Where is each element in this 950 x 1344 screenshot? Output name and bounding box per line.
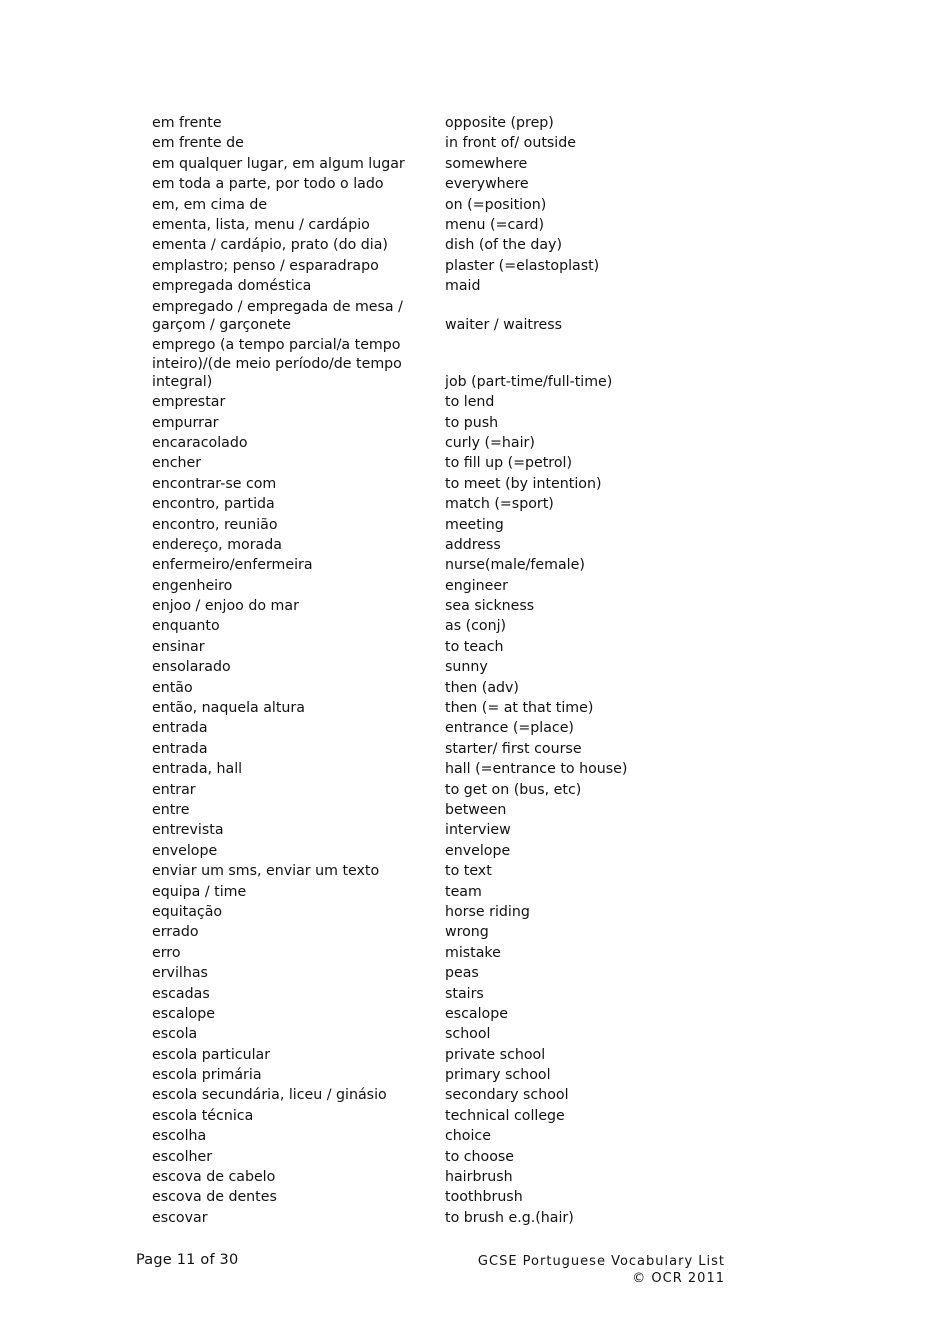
english-translation: interview [445,822,511,839]
portuguese-term: equitação [152,903,223,920]
vocab-row [152,1005,672,1023]
portuguese-term: em frente [152,115,222,131]
english-translation: dish (of the day) [445,237,562,254]
vocab-row [152,155,672,173]
vocab-row [152,883,672,901]
english-translation: starter/ first course [445,740,582,757]
vocab-row [152,821,672,839]
english-translation: wrong [445,924,489,941]
vocab-row [152,556,672,574]
vocab-row [152,985,672,1003]
document-title: GCSE Portuguese Vocabulary List [477,1254,725,1269]
english-translation: plaster (=elastoplast) [445,257,600,274]
english-translation: envelope [445,842,511,859]
vocabulary-table [152,114,672,1229]
document-footer [478,1253,725,1287]
portuguese-term: empurrar [152,414,219,431]
portuguese-term: enjoo / enjoo do mar [152,598,299,615]
portuguese-term: encher [152,455,202,472]
portuguese-term: erro [152,944,181,961]
portuguese-term: em frente de [152,135,244,152]
english-translation: technical college [445,1107,565,1124]
english-translation: sunny [445,659,488,676]
english-translation: in front of/ outside [445,135,576,152]
english-translation: menu (=card) [445,216,545,233]
portuguese-term: escola primária [152,1067,262,1084]
english-translation: school [445,1026,491,1043]
vocab-row [152,475,672,493]
vocab-row [152,236,672,254]
portuguese-term: então [152,679,193,696]
vocab-row [152,495,672,513]
portuguese-term: entrada, hall [152,761,243,778]
english-translation: to teach [445,638,504,655]
english-translation: toothbrush [445,1189,523,1206]
english-translation: on (=position) [445,196,547,213]
vocab-row [152,414,672,432]
portuguese-term: entrar [152,781,196,798]
vocab-row [152,257,672,275]
portuguese-term: emplastro; penso / esparadrapo [152,257,379,274]
vocab-row [152,944,672,962]
english-translation: everywhere [445,176,529,193]
portuguese-term: ervilhas [152,965,208,982]
portuguese-term: ementa / cardápio, prato (do dia) [152,237,388,254]
portuguese-term: emprego (a tempo parcial/a tempo inteiro)/(de meio período/de tempo integral) [152,337,402,390]
english-translation: to choose [445,1148,515,1165]
vocab-row [152,216,672,234]
vocab-row [152,1086,672,1104]
english-translation: then (adv) [445,679,519,696]
vocab-row [152,577,672,595]
vocab-row [152,393,672,411]
english-translation: mistake [445,944,501,961]
english-translation: to fill up (=petrol) [445,455,572,472]
vocab-row [152,719,672,737]
english-translation: address [445,536,501,553]
page-number: Page 11 of 30 [136,1252,239,1268]
english-translation: peas [445,965,479,982]
vocab-row [152,1168,672,1186]
english-translation: horse riding [445,903,530,920]
vocab-row [152,1127,672,1145]
english-translation: maid [445,278,481,295]
vocab-row [152,658,672,676]
english-translation: to push [445,414,499,431]
vocab-row [152,1046,672,1064]
vocab-row [152,196,672,214]
vocab-row [152,597,672,615]
portuguese-term: enviar um sms, enviar um texto [152,863,380,880]
portuguese-term: emprestar [152,394,226,411]
portuguese-term: escola secundária, liceu / ginásio [152,1087,387,1104]
vocab-row [152,923,672,941]
vocab-row [152,964,672,982]
vocab-row [152,536,672,554]
vocab-row [152,1025,672,1043]
english-translation: team [445,883,482,900]
portuguese-term: escovar [152,1209,208,1226]
vocab-row [152,277,672,295]
portuguese-term: escola técnica [152,1107,254,1124]
portuguese-term: em, em cima de [152,196,268,213]
vocab-row [152,1066,672,1084]
english-translation: private school [445,1046,546,1063]
vocab-row [152,801,672,819]
english-translation: primary school [445,1067,551,1084]
portuguese-term: escola [152,1026,198,1043]
vocab-row [152,298,672,335]
english-translation: to get on (bus, etc) [445,781,582,798]
portuguese-term: encontrar-se com [152,475,277,492]
portuguese-term: escova de dentes [152,1189,277,1206]
english-translation: engineer [445,577,508,594]
vocab-row [152,679,672,697]
vocab-row [152,862,672,880]
vocab-row [152,1188,672,1206]
english-translation: nurse(male/female) [445,557,585,574]
english-translation: waiter / waitress [445,316,562,333]
vocab-row [152,114,672,132]
english-translation: secondary school [445,1087,569,1104]
portuguese-term: entrada [152,740,208,757]
english-translation: to brush e.g.(hair) [445,1209,574,1226]
english-translation: between [445,802,507,818]
portuguese-term: engenheiro [152,577,233,594]
vocab-row [152,740,672,758]
english-translation: to meet (by intention) [445,475,602,492]
portuguese-term: ensinar [152,638,205,655]
portuguese-term: ensolarado [152,659,231,676]
vocab-row [152,903,672,921]
portuguese-term: empregado / empregada de mesa / garçom / garçonete [152,298,403,333]
vocab-row [152,336,672,391]
english-translation: hall (=entrance to house) [445,761,628,778]
portuguese-term: empregada doméstica [152,278,312,295]
english-translation: as (conj) [445,618,507,635]
portuguese-term: encaracolado [152,434,248,451]
vocab-row [152,760,672,778]
english-translation: then (= at that time) [445,700,594,717]
english-translation: match (=sport) [445,496,554,513]
english-translation: stairs [445,985,484,1002]
portuguese-term: errado [152,924,199,941]
vocab-row [152,134,672,152]
portuguese-term: escolher [152,1148,213,1165]
vocab-row [152,781,672,799]
english-translation: somewhere [445,155,528,172]
portuguese-term: em qualquer lugar, em algum lugar [152,155,405,172]
portuguese-term: escalope [152,1005,215,1022]
english-translation: to lend [445,394,495,411]
portuguese-term: entrevista [152,822,224,839]
portuguese-term: envelope [152,842,218,859]
portuguese-term: escola particular [152,1046,271,1063]
english-translation: meeting [445,516,504,533]
vocab-row [152,454,672,472]
english-translation: to text [445,863,492,880]
english-translation: choice [445,1128,491,1145]
english-translation: entrance (=place) [445,720,574,737]
portuguese-term: ementa, lista, menu / cardápio [152,216,370,233]
portuguese-term: escova de cabelo [152,1169,276,1186]
copyright: © OCR 2011 [632,1271,725,1286]
portuguese-term: equipa / time [152,883,247,900]
vocab-row [152,1148,672,1166]
portuguese-term: entrada [152,720,208,737]
vocab-row [152,516,672,534]
english-translation: curly (=hair) [445,434,535,451]
portuguese-term: enquanto [152,618,220,635]
vocab-row [152,434,672,452]
vocab-row [152,699,672,717]
portuguese-term: encontro, reunião [152,516,278,533]
english-translation: job (part-time/full-time) [445,373,613,390]
portuguese-term: enfermeiro/enfermeira [152,557,313,574]
portuguese-term: endereço, morada [152,536,282,553]
portuguese-term: encontro, partida [152,496,275,513]
vocab-row [152,842,672,860]
english-translation: hairbrush [445,1169,513,1186]
vocab-row [152,1107,672,1125]
portuguese-term: entre [152,802,190,818]
portuguese-term: escadas [152,985,210,1002]
english-translation: sea sickness [445,598,535,615]
vocab-row [152,638,672,656]
portuguese-term: então, naquela altura [152,700,305,717]
portuguese-term: em toda a parte, por todo o lado [152,176,384,193]
vocab-row [152,1209,672,1227]
english-translation: escalope [445,1005,508,1022]
vocab-row [152,175,672,193]
portuguese-term: escolha [152,1128,207,1145]
vocab-row [152,617,672,635]
english-translation: opposite (prep) [445,115,554,131]
